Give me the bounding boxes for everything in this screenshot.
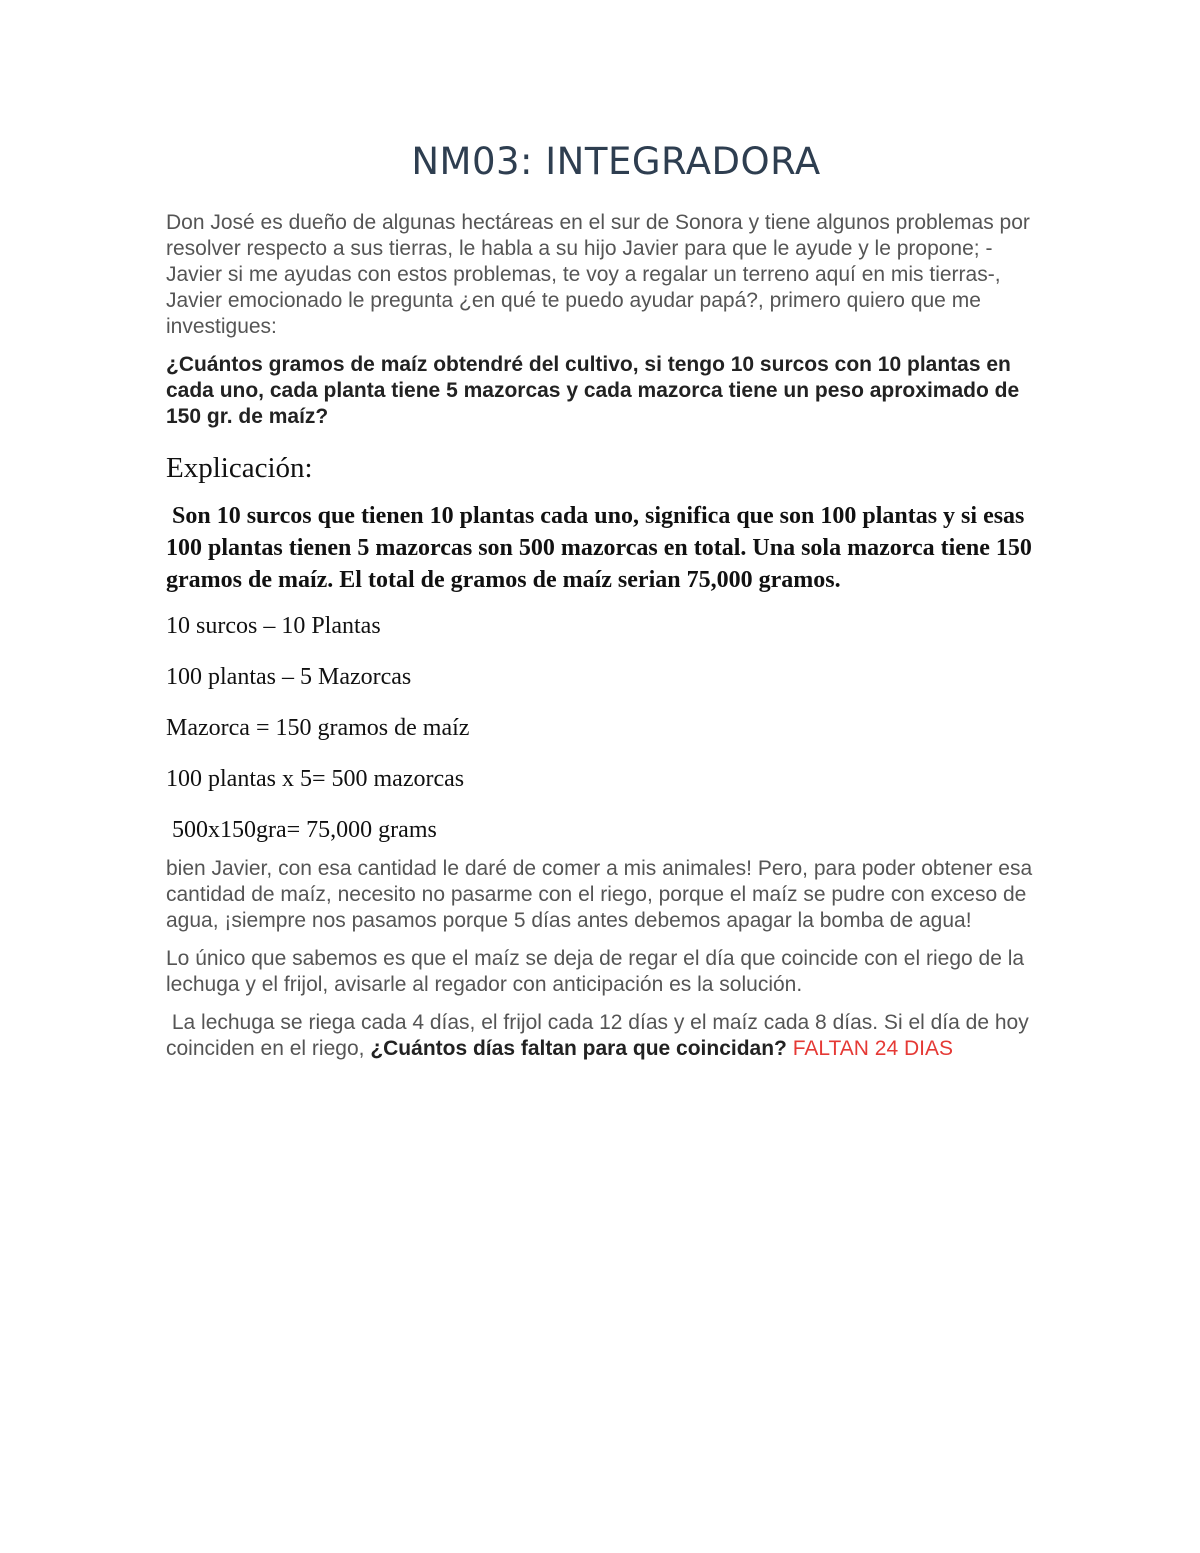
calculation-line (166, 814, 1046, 846)
question-days: ¿Cuántos días faltan para que coincidan? (370, 1037, 787, 1060)
intro-paragraph: Don José es dueño de algunas hectáreas en el sur de Sonora y tiene algunos problemas por resolver respecto a sus tierras, le habla a su hijo Javier para que le ayude y le propone; -Javier si me ayudas con estos problemas, te voy a regalar un terreno aquí en mis tierras-, Javier emocionado le pregunta ¿en qué te puedo ayudar papá?, primero quiero que me investigues: (166, 211, 1030, 338)
coincidence-paragraph: Lo único que sabemos es que el maíz se deja de regar el día que coincide con el riego de la lechuga y el frijol, avisarle al regador con anticipación es la solución. (166, 947, 1025, 996)
document-body (166, 210, 1046, 1062)
answer-text: FALTAN 24 DIAS (792, 1037, 954, 1060)
calculation-total: 500x150gra= 75,000 grams (172, 817, 437, 843)
explanation-paragraph (166, 500, 1046, 596)
explanation-heading: Explicación: (166, 452, 313, 484)
question-corn-grams: ¿Cuántos gramos de maíz obtendré del cultivo, si tengo 10 surcos con 10 plantas en cada uno, cada planta tiene 5 mazorcas y cada mazorca tiene un peso aproximado de 150 gr. de maíz? (166, 353, 1020, 428)
calculation-line: 100 plantas – 5 Mazorcas (166, 664, 412, 690)
irrigation-schedule-text: La lechuga se riega cada 4 días, el frijol cada 12 días y el maíz cada 8 días. Si el día de hoy coinciden en el riego, (166, 1011, 1029, 1060)
irrigation-paragraph: bien Javier, con esa cantidad le daré de comer a mis animales! Pero, para poder obtener esa cantidad de maíz, necesito no pasarme con el riego, porque el maíz se pudre con exceso de agua, ¡siempre nos pasamos porque 5 días antes debemos apagar la bomba de agua! (166, 857, 1033, 932)
question-days-paragraph (166, 1010, 1046, 1062)
calculation-line: 100 plantas x 5= 500 mazorcas (166, 766, 465, 792)
explanation-text: Son 10 surcos que tienen 10 plantas cada uno, significa que son 100 plantas y si esas 100 plantas tienen 5 mazorcas son 500 mazorcas en total. Una sola mazorca tiene 150 gramos de maíz. El total de gramos de maíz serian 75,000 gramos. (166, 503, 1032, 593)
calculation-line: Mazorca = 150 gramos de maíz (166, 715, 470, 741)
calculation-line: 10 surcos – 10 Plantas (166, 613, 381, 639)
document-title: NM03: INTEGRADORA (411, 140, 821, 183)
